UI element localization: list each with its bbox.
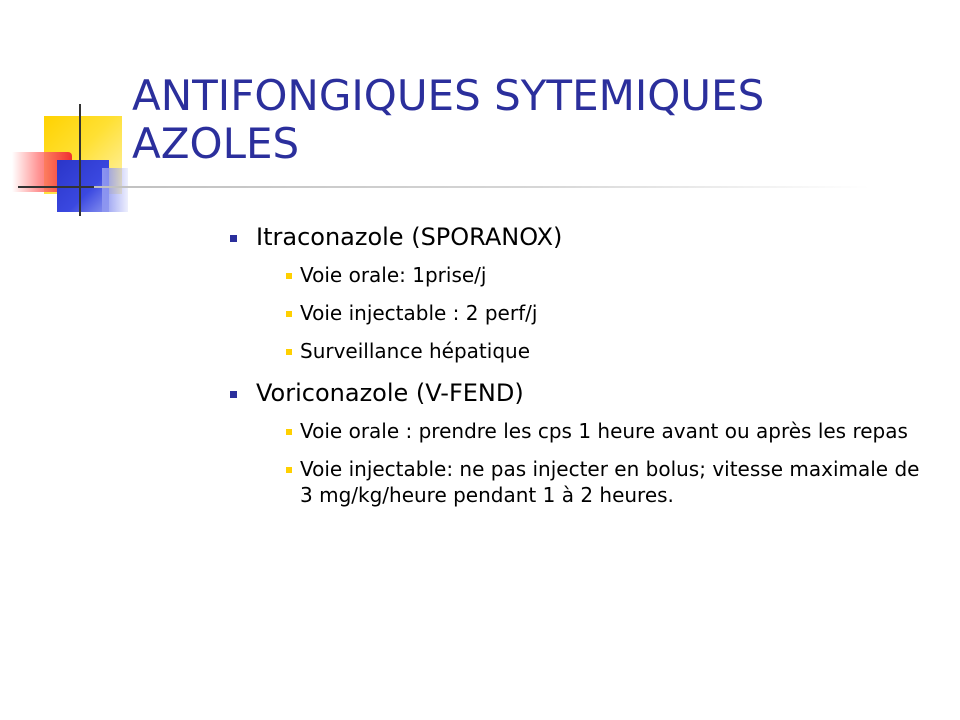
- sub-bullet-item: [272, 262, 930, 288]
- sub-bullet-square-icon: [286, 311, 292, 317]
- decor-vertical-line: [79, 104, 81, 216]
- bullet-label: Voriconazole (V-FEND): [256, 379, 524, 407]
- sub-bullet-item: [272, 418, 930, 444]
- sub-bullet-square-icon: [286, 429, 292, 435]
- slide-body: [230, 220, 930, 520]
- sub-bullet-item: [272, 456, 930, 508]
- decor-blue-fade: [102, 168, 128, 212]
- bullet-square-icon: [230, 235, 237, 242]
- bullet-label: Itraconazole (SPORANOX): [256, 223, 563, 251]
- sub-bullet-label: Surveillance hépatique: [300, 339, 530, 363]
- sub-bullet-label: Voie orale : prendre les cps 1 heure avant ou après les repas: [300, 419, 908, 443]
- slide-title-line-2: AZOLES: [132, 119, 300, 168]
- bullet-item-voriconazole: [230, 376, 930, 410]
- sub-bullet-square-icon: [286, 467, 292, 473]
- slide-title: [132, 72, 932, 168]
- decor-horizontal-line: [18, 186, 94, 188]
- slide-title-line-1: ANTIFONGIQUES SYTEMIQUES: [132, 71, 765, 120]
- sub-bullet-square-icon: [286, 349, 292, 355]
- bullet-item-itraconazole: [230, 220, 930, 254]
- sub-bullet-label: Voie orale: 1prise/j: [300, 263, 487, 287]
- sub-bullet-label: Voie injectable: ne pas injecter en bolus; vitesse maximale de 3 mg/kg/heure pendant 1 à 2 heures.: [300, 457, 920, 507]
- sub-bullet-label: Voie injectable : 2 perf/j: [300, 301, 538, 325]
- sub-bullet-item: [272, 338, 930, 364]
- sub-bullet-square-icon: [286, 273, 292, 279]
- title-underline: [40, 186, 870, 188]
- sub-bullet-item: [272, 300, 930, 326]
- bullet-square-icon: [230, 391, 237, 398]
